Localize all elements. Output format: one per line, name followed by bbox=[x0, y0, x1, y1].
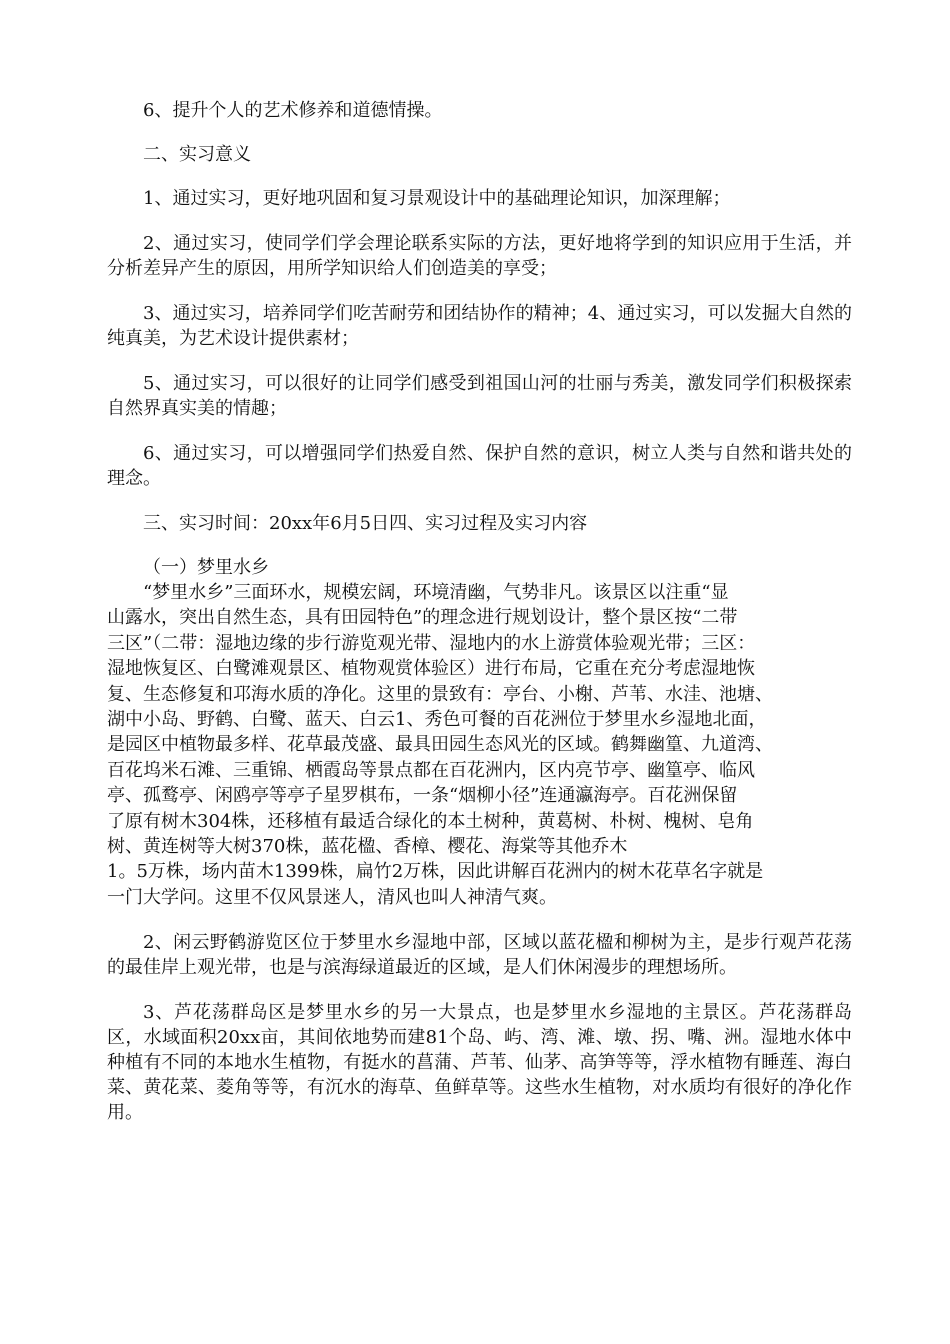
paragraph-significance-5: 5、通过实习，可以很好的让同学们感受到祖国山河的壮丽与秀美，激发同学们积极探索自然界真实美的情趣； bbox=[107, 373, 852, 419]
paragraph-line: 湖中小岛、野鹤、白鹭、蓝天、白云1、秀色可餐的百花洲位于梦里水乡湿地北面， bbox=[107, 709, 767, 731]
paragraph-significance-1: 1、通过实习，更好地巩固和复习景观设计中的基础理论知识，加深理解； bbox=[143, 188, 731, 209]
section-heading-time-process: 三、实习时间：20xx年6月5日四、实习过程及实习内容 bbox=[143, 513, 588, 534]
paragraph-line: 是园区中植物最多样、花草最茂盛、最具田园生态风光的区域。鹤舞幽篁、九道湾、 bbox=[107, 734, 773, 756]
paragraph-reed-islands: 3、芦花荡群岛区是梦里水乡的另一大景点，也是梦里水乡湿地的主景区。芦花荡群岛区，水域面积20xx亩，其间依地势而建81个岛、屿、湾、滩、墩、拐、嘴、洲。湿地水体中种植有不同的本地水生植物，有挺水的菖蒲、芦苇、仙茅、高笋等等，浮水植物有睡莲、海白菜、黄花菜、菱角等等，有沉水的海草、鱼鲜草等。这些水生植物，对水质均有很好的净化作用。 bbox=[107, 1002, 852, 1124]
paragraph-line: 百花坞米石滩、三重锦、栖霞岛等景点都在百花洲内，区内亮节亭、幽篁亭、临风 bbox=[107, 759, 755, 781]
paragraph-line: 亭、孤鹜亭、闲鸥亭等亭子星罗棋布，一条“烟柳小径”连通瀛海亭。百花洲保留 bbox=[107, 785, 738, 807]
paragraph-dream-water-town bbox=[107, 580, 852, 910]
section-heading-significance: 二、实习意义 bbox=[143, 144, 251, 165]
document-page bbox=[107, 98, 852, 1125]
paragraph-line: 了原有树木304株，还移植有最适合绿化的本土树种，黄葛树、朴树、槐树、皂角 bbox=[107, 810, 754, 832]
paragraph-line: 复、生态修复和邛海水质的净化。这里的景致有：亭台、小榭、芦苇、水洼、池塘、 bbox=[107, 683, 773, 705]
paragraph-significance-3-4: 3、通过实习，培养同学们吃苦耐劳和团结协作的精神；4、通过实习，可以发掘大自然的纯真美，为艺术设计提供素材； bbox=[107, 303, 852, 349]
paragraph-line: 树、黄连树等大树370株，蓝花楹、香樟、樱花、海棠等其他乔木 bbox=[107, 836, 628, 858]
paragraph-significance-6: 6、通过实习，可以增强同学们热爱自然、保护自然的意识，树立人类与自然和谐共处的理念。 bbox=[107, 443, 852, 489]
paragraph-line: 山露水，突出自然生态，具有田园特色”的理念进行规划设计，整个景区按“二带 bbox=[107, 607, 738, 629]
paragraph-line: 湿地恢复区、白鹭滩观景区、植物观赏体验区）进行布局，它重在充分考虑湿地恢 bbox=[107, 658, 755, 680]
paragraph-leisure-area: 2、闲云野鹤游览区位于梦里水乡湿地中部，区域以蓝花楹和柳树为主，是步行观芦花荡的最佳岸上观光带，也是与滨海绿道最近的区域，是人们休闲漫步的理想场所。 bbox=[107, 932, 852, 979]
paragraph-significance-2: 2、通过实习，使同学们学会理论联系实际的方法，更好地将学到的知识应用于生活，并分析差异产生的原因，用所学知识给人们创造美的享受； bbox=[107, 233, 852, 279]
paragraph-line: 1。5万株，场内苗木1399株，扁竹2万株，因此讲解百花洲内的树木花草名字就是 bbox=[107, 861, 764, 883]
subsection-heading-dream-water-town: （一）梦里水乡 bbox=[143, 557, 269, 578]
paragraph-line: “梦里水乡”三面环水，规模宏阔，环境清幽，气势非凡。该景区以注重“显 bbox=[143, 582, 729, 603]
paragraph-goal-6: 6、提升个人的艺术修养和道德情操。 bbox=[143, 100, 443, 121]
paragraph-line: 三区”（二带：湿地边缘的步行游览观光带、湿地内的水上游赏体验观光带；三区： bbox=[107, 632, 756, 654]
paragraph-line: 一门大学问。这里不仅风景迷人，清风也叫人神清气爽。 bbox=[107, 886, 557, 908]
